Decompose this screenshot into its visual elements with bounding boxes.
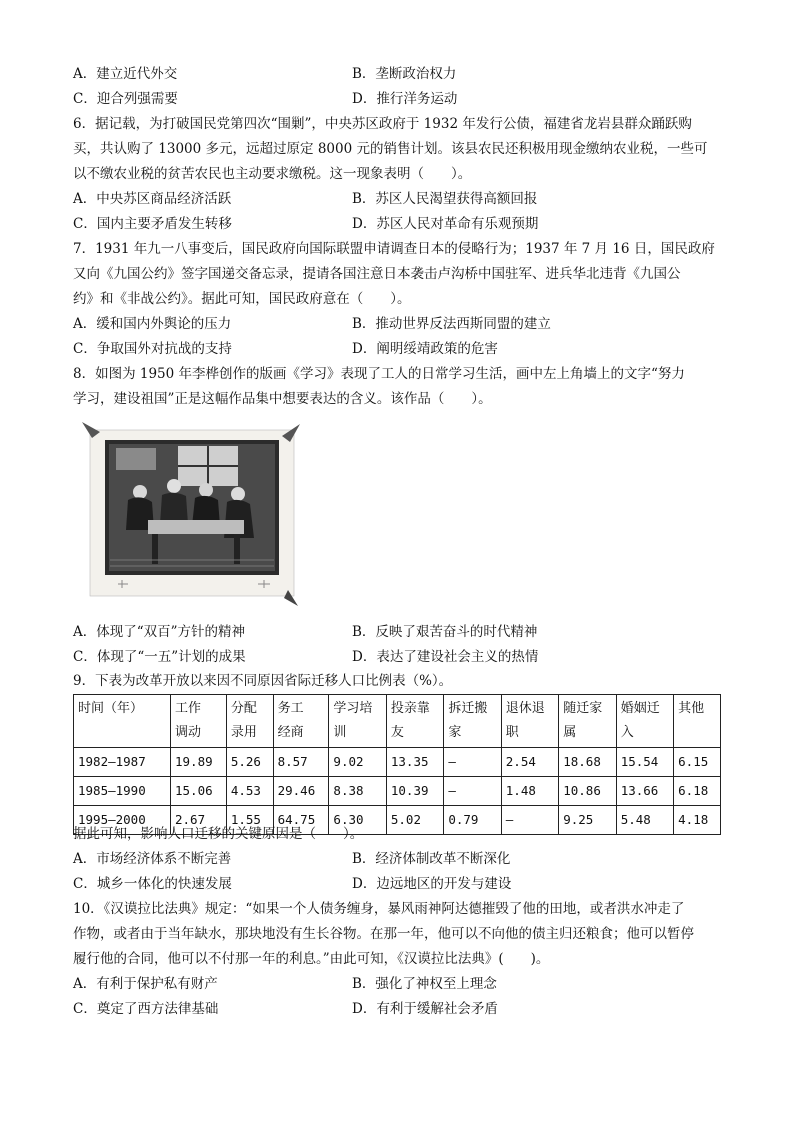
table-row — [74, 777, 721, 806]
q5-option-b: B．垄断政治权力 — [352, 66, 457, 82]
table-cell: 1995—2000 — [74, 806, 171, 835]
q10-option-b: B．强化了神权至上理念 — [352, 976, 497, 992]
header-cell: 时间（年） — [74, 695, 171, 748]
table-cell: 13.66 — [616, 777, 673, 806]
q7-stem-line-2: 又向《九国公约》签字国递交备忘录，提请各国注意日本袭击卢沟桥中国驻军、进兵华北违背《九国公 — [73, 266, 681, 282]
table-cell: 10.86 — [559, 777, 616, 806]
q6-option-c: C．国内主要矛盾发生转移 — [73, 216, 232, 232]
table-cell: 1.48 — [501, 777, 558, 806]
q7-option-b: B．推动世界反法西斯同盟的建立 — [352, 316, 551, 332]
header-cell: 退休退 职 — [501, 695, 558, 748]
table-cell: 6.18 — [674, 777, 721, 806]
q9-question: 据此可知，影响人口迁移的关键原因是（ ）。 — [73, 826, 364, 842]
table-cell: 29.46 — [273, 777, 329, 806]
table-cell: — — [501, 806, 558, 835]
q9-option-b: B．经济体制改革不断深化 — [352, 851, 511, 867]
q9-stem: 9．下表为改革开放以来因不同原因省际迁移人口比例表（%）。 — [73, 673, 453, 689]
table-cell: 1985—1990 — [74, 777, 171, 806]
table-cell: 9.02 — [329, 748, 386, 777]
q6-option-a: A．中央苏区商品经济活跃 — [73, 191, 232, 207]
q10-option-a: A．有利于保护私有财产 — [73, 976, 218, 992]
table-cell: 6.15 — [674, 748, 721, 777]
q7-option-a: A．缓和国内外舆论的压力 — [73, 316, 232, 332]
q5-option-d: D．推行洋务运动 — [352, 91, 458, 107]
q7-stem-line-1: 7．1931 年九一八事变后，国民政府向国际联盟申请调查日本的侵略行为；1937 年 7 月 16 日，国民政府 — [73, 241, 715, 257]
table-header-row — [74, 695, 721, 748]
table-cell: 10.39 — [386, 777, 443, 806]
table-cell: 4.53 — [226, 777, 273, 806]
header-cell: 投亲靠 友 — [386, 695, 443, 748]
table-cell: 1.55 — [226, 806, 273, 835]
header-cell: 工作 调动 — [171, 695, 227, 748]
q5-option-a: A．建立近代外交 — [73, 66, 178, 82]
q6-stem-line-1: 6．据记载，为打破国民党第四次“围剿”，中央苏区政府于 1932 年发行公债，福建省龙岩县群众踊跃购 — [73, 116, 692, 132]
header-cell: 随迁家 属 — [559, 695, 616, 748]
header-cell: 学习培 训 — [329, 695, 386, 748]
q7-stem-line-3: 约》和《非战公约》。据此可知，国民政府意在（ ）。 — [73, 291, 411, 307]
q6-option-b: B．苏区人民渴望获得高额回报 — [352, 191, 538, 207]
q8-option-c: C．体现了“一五”计划的成果 — [73, 649, 246, 665]
table-cell: 64.75 — [273, 806, 329, 835]
table-cell: — — [444, 748, 501, 777]
header-cell: 其他 — [674, 695, 721, 748]
q8-option-b: B．反映了艰苦奋斗的时代精神 — [352, 624, 538, 640]
q5-option-c: C．迎合列强需要 — [73, 91, 178, 107]
table-cell: 18.68 — [559, 748, 616, 777]
migration-table — [73, 694, 721, 835]
table-cell: 8.57 — [273, 748, 329, 777]
q10-stem-line-3: 履行他的合同，他可以不付那一年的利息。”由此可知，《汉谟拉比法典》( )。 — [73, 951, 550, 967]
q7-option-d: D．阐明绥靖政策的危害 — [352, 341, 498, 357]
table-row — [74, 748, 721, 777]
q9-option-a: A．市场经济体系不断完善 — [73, 851, 232, 867]
header-cell: 分配 录用 — [226, 695, 273, 748]
q6-stem-line-2: 买，共认购了 13000 多元，远超过原定 8000 元的销售计划。该县农民还积极用现金缴纳农业税，一些可 — [73, 141, 708, 157]
table-cell: 5.26 — [226, 748, 273, 777]
header-cell: 务工 经商 — [273, 695, 329, 748]
q8-option-a: A．体现了“双百”方针的精神 — [73, 624, 246, 640]
table-cell: 5.48 — [616, 806, 673, 835]
table-cell: 9.25 — [559, 806, 616, 835]
table-cell: 15.06 — [171, 777, 227, 806]
q10-option-d: D．有利于缓解社会矛盾 — [352, 1001, 498, 1017]
woodcut-print-image — [78, 420, 304, 606]
table-cell: — — [444, 777, 501, 806]
q8-stem-line-1: 8．如图为 1950 年李桦创作的版画《学习》表现了工人的日常学习生活，画中左上角墙上的文字“努力 — [73, 366, 685, 382]
table-cell: 2.67 — [171, 806, 227, 835]
table-cell: 5.02 — [386, 806, 443, 835]
header-cell: 拆迁搬 家 — [444, 695, 501, 748]
table-cell: 19.89 — [171, 748, 227, 777]
q10-stem-line-2: 作物，或者由于当年缺水，那块地没有生长谷物。在那一年，他可以不向他的债主归还粮食；他可以暂停 — [73, 926, 694, 942]
table-cell: 15.54 — [616, 748, 673, 777]
q7-option-c: C．争取国外对抗战的支持 — [73, 341, 232, 357]
q10-stem-line-1: 10．《汉谟拉比法典》规定：“如果一个人债务缠身，暴风雨神阿达德摧毁了他的田地，或者洪水冲走了 — [73, 901, 685, 917]
q8-stem-line-2: 学习，建设祖国”正是这幅作品集中想要表达的含义。该作品（ ）。 — [73, 391, 492, 407]
table-cell: 0.79 — [444, 806, 501, 835]
table-cell: 6.30 — [329, 806, 386, 835]
table-cell: 2.54 — [501, 748, 558, 777]
q10-option-c: C．奠定了西方法律基础 — [73, 1001, 219, 1017]
table-cell: 1982—1987 — [74, 748, 171, 777]
q8-option-d: D．表达了建设社会主义的热情 — [352, 649, 539, 665]
table-cell: 13.35 — [386, 748, 443, 777]
table-cell: 8.38 — [329, 777, 386, 806]
q9-option-c: C．城乡一体化的快速发展 — [73, 876, 232, 892]
q6-option-d: D．苏区人民对革命有乐观预期 — [352, 216, 539, 232]
header-cell: 婚姻迁 入 — [616, 695, 673, 748]
table-cell: 4.18 — [674, 806, 721, 835]
q6-stem-line-3: 以不缴农业税的贫苦农民也主动要求缴税。这一现象表明（ ）。 — [73, 166, 472, 182]
q9-option-d: D．边远地区的开发与建设 — [352, 876, 512, 892]
